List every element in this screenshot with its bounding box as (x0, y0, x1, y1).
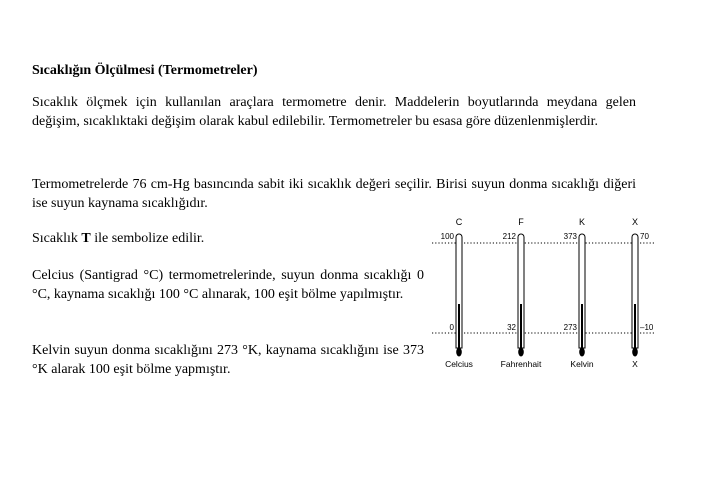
mercury-column (634, 304, 636, 348)
thermometer-letter: F (518, 217, 524, 227)
section-heading: Sıcaklığın Ölçülmesi (Termometreler) (32, 63, 258, 78)
boiling-point-value: 212 (502, 232, 516, 241)
thermometer-bulb (456, 348, 462, 357)
paragraph-kelvin: Kelvin suyun donma sıcaklığını 273 °K, kaynama sıcaklığını ise 373 °K alarak 100 eşit bölme yapmıştır. (32, 343, 424, 377)
mercury-column (458, 304, 460, 348)
freezing-point-value: 32 (507, 323, 516, 332)
freezing-point-value: 273 (563, 323, 577, 332)
thermometer-diagram (432, 212, 664, 372)
thermometer-letter: C (455, 217, 463, 227)
freezing-point-value: 0 (449, 323, 454, 332)
thermometer-letter: K (578, 217, 586, 227)
thermometer-name: Fahrenhait (500, 359, 542, 369)
symbol-text-after: ile sembolize edilir. (90, 231, 205, 246)
paragraph-fixed-points: Termometrelerde 76 cm-Hg basıncında sabit iki sıcaklık değeri seçilir. Birisi suyun donma sıcaklığı diğeri ise suyun kaynama sıcaklığıdır. (32, 177, 636, 211)
mercury-column (520, 304, 522, 348)
symbol-text-before: Sıcaklık (32, 231, 82, 246)
thermometer-name: Kelvin (570, 359, 594, 369)
boiling-point-value: 373 (563, 232, 577, 241)
paragraph-symbol (32, 229, 424, 248)
thermometer-letter: X (631, 217, 639, 227)
paragraph-celcius: Celcius (Santigrad °C) termometrelerinde, suyun donma sıcaklığı 0 °C, kaynama sıcaklığı 100 °C alınarak, 100 eşit bölme yapılmıştır. (32, 268, 424, 302)
thermometer-name: Celcius (445, 359, 473, 369)
thermometer-bulb (579, 348, 585, 357)
temperature-symbol: T (81, 231, 91, 246)
boiling-point-value: 70 (640, 232, 649, 241)
thermometer-name: X (632, 359, 638, 369)
paragraph-thermometer-definition: Sıcaklık ölçmek için kullanılan araçlara termometre denir. Maddelerin boyutlarında meydana gelen değişim, sıcaklıktaki değişim olarak kabul edilebilir. Termometreler bu esasa göre düzenlenmişlerdir. (32, 95, 636, 129)
thermometer-bulb (632, 348, 638, 357)
thermometer-bulb (518, 348, 524, 357)
mercury-column (581, 304, 583, 348)
boiling-point-value: 100 (440, 232, 454, 241)
freezing-point-value: –10 (640, 323, 654, 332)
